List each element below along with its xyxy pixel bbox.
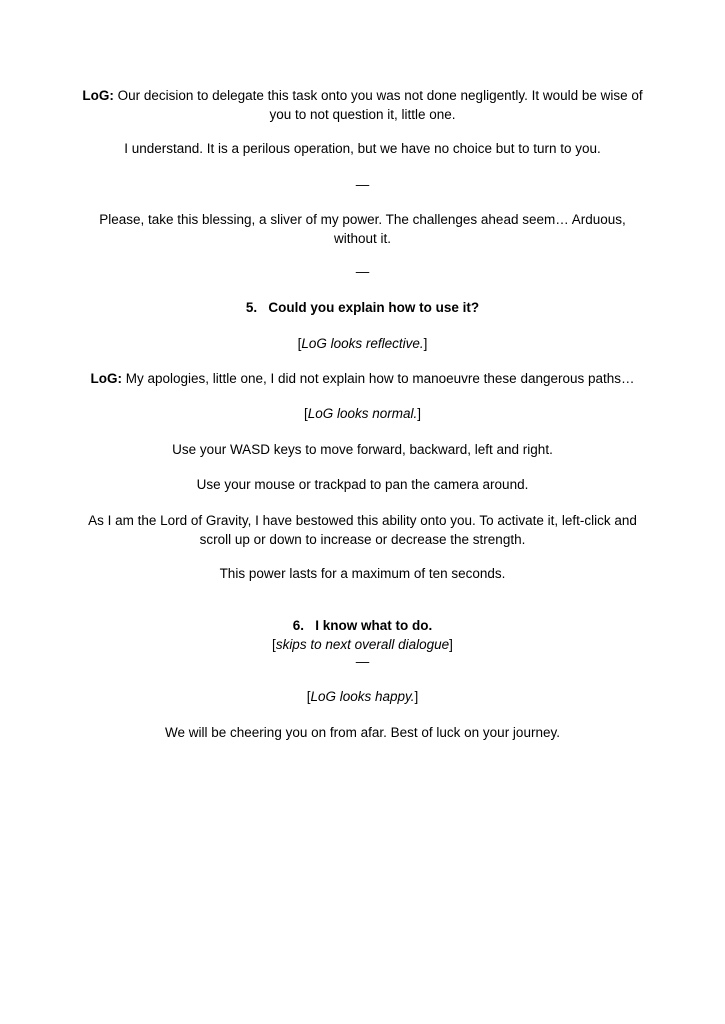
instruction-line: This power lasts for a maximum of ten seconds. [219,566,506,581]
option-text: I know what to do. [315,618,433,633]
dialogue-text: Our decision to delegate this task onto you was not done negligently. It would be wise of you to not question it, little one. [113,88,643,122]
dialogue-line: We will be cheering you on from afar. Best of luck on your journey. [165,725,560,740]
stage-direction-text: LoG looks happy. [310,689,415,704]
dialogue-text: My apologies, little one, I did not explain how to manoeuvre these dangerous paths… [121,371,635,386]
instruction-line: Use your mouse or trackpad to pan the camera around. [196,477,529,492]
stage-direction [82,404,643,423]
instruction-line: Use your WASD keys to move forward, backward, left and right. [172,442,553,457]
speaker-label: LoG: [90,371,122,386]
dialogue-line [82,86,643,124]
dialogue-option-5 [82,298,643,317]
dialogue-line: Please, take this blessing, a sliver of my power. The challenges ahead seem… Arduous, without it. [99,212,626,246]
bracket-close: ] [449,637,453,652]
dialogue-option-6 [82,616,643,635]
bracket-close: ] [417,406,422,421]
instruction-line: As I am the Lord of Gravity, I have bestowed this ability onto you. To activate it, left-click and scroll up or down to increase or decrease the strength. [88,513,637,547]
speaker-label: LoG: [82,88,114,103]
section-divider: — [355,264,370,279]
bracket-close: ] [423,336,428,351]
stage-direction-text: skips to next overall dialogue [275,637,450,652]
section-divider: — [355,177,370,192]
dialogue-line: I understand. It is a perilous operation, but we have no choice but to turn to you. [124,141,601,156]
bracket-open: [ [303,406,308,421]
dialogue-line [82,369,643,388]
section-divider: — [355,654,370,669]
option-number: 5. [245,300,258,315]
bracket-open: [ [272,637,276,652]
bracket-close: ] [414,689,419,704]
stage-direction-text: LoG looks reflective. [301,336,424,351]
option-text: Could you explain how to use it? [268,300,480,315]
stage-direction [82,687,643,706]
bracket-open: [ [306,689,311,704]
stage-direction [82,334,643,353]
bracket-open: [ [297,336,302,351]
stage-direction-text: LoG looks normal. [307,406,418,421]
option-number: 6. [292,618,304,633]
